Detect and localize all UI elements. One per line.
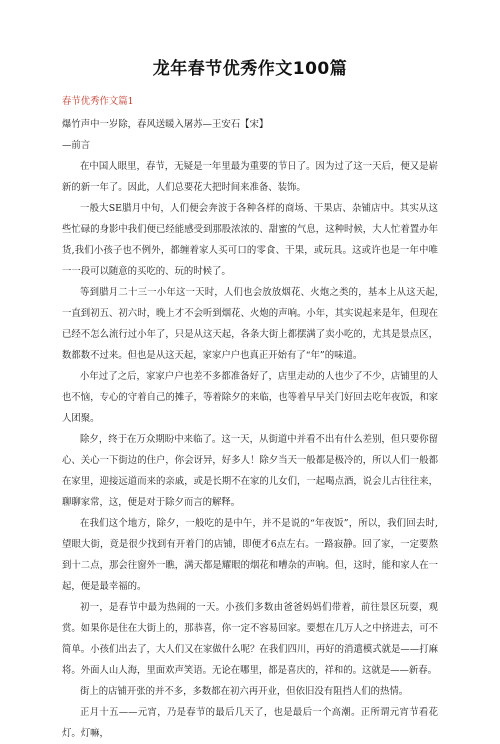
- body-paragraph: 在中国人眼里，春节，无疑是一年里最为重要的节日了。因为过了这一天后，便又是崭新的新一年了。因此，人们总要花大把时间来准备、装饰。: [62, 161, 438, 193]
- body-paragraph: 等到腊月二十三一小年这一天时，人们也会放放烟花、火炮之类的，基本上从这天起,一直到初五、初六时，晚上才不会听到烟花、火炮的声响。小年，其实说起来是年，但现在已经不怎么流行过小年了，只是从这天起，各条大街上都摆满了卖小吃的，尤其是景点区，数都数不过来。但也是从这天起，家家户户也真正开始有了“年”的味道。: [62, 287, 438, 361]
- body-paragraph: 小年过了之后，家家户户也差不多都准备好了，店里走动的人也少了不少，店铺里的人也不恼，专心的守着自己的摊子，等着除夕的来临，也等着早早关门好回去吃年夜饭，和家人团聚。: [62, 371, 438, 424]
- body-paragraph: 在我们这个地方，除夕，一般吃的是中午，并不是说的“年夜饭”，所以，我们回去时,望眼大街，竟是很少找到有开着门的店铺，即便才6点左右。一路寂静。回了家，一定要熬到十二点，那会往窗外一瞧，满天都是耀眼的烟花和嘈杂的声响。但，这时，能和家人在一起，便是最幸福的。: [62, 518, 438, 592]
- document-title: 龙年春节优秀作文100篇: [152, 59, 348, 79]
- section-heading: 春节优秀作文篇1: [62, 96, 134, 107]
- epigraph-line: 爆竹声中一岁除，春风送暖入屠苏—王安石【宋】: [62, 119, 269, 130]
- body-paragraph: 除夕，终于在万众期盼中来临了。这一天，从街道中并看不出有什么差别，但只要你留心、关心一下街边的住户，你会讶异，好多人！除夕当天一般都是极冷的，所以人们一般都在家里，迎接远道而来的亲戚，或是长期不在家的儿女们，一起喝点酒，说会儿古往往来，聊聊家常，这，便是对于除夕而言的解释。: [62, 434, 438, 508]
- body-paragraph: 一般大SE腊月中旬，人们便会奔波于各种各样的商场、干果店、杂铺店中。其实从这些忙碌的身影中我们便已经能感受到那股浓浓的、甜蜜的气息，这种时候，大人忙着置办年货,我们小孩子也不例外，都缠着家人买可口的零食、干果，或玩具。这或许也是一年中唯一一段可以随意的买吃的、玩的时候了。: [62, 203, 438, 277]
- body-paragraph: 初一，是春节中最为热闹的一天。小孩们多数由爸爸妈妈们带着，前往景区玩耍，观赏。如果你是住在大街上的，那恭喜，你一定不容易回家。要想在几万人之中挤进去，可不简单。小孩们出去了，大人们又在家做什么呢？在我们四川，再好的消遣模式就是——打麻将。外面人山人海，里面欢声笑语。无论在哪里，都是喜庆的，祥和的。这就是——新春。: [62, 602, 438, 676]
- preface-label: —前言: [62, 140, 91, 151]
- body-paragraph: 街上的店铺开张的并不多，多数都在初六再开业，但依旧没有阻挡人们的热情。: [80, 686, 409, 697]
- body-paragraph: 正月十五——元宵，乃是春节的最后几天了，也是最后一个高潮。正所谓元宵节看花灯。灯嘛，: [62, 707, 438, 739]
